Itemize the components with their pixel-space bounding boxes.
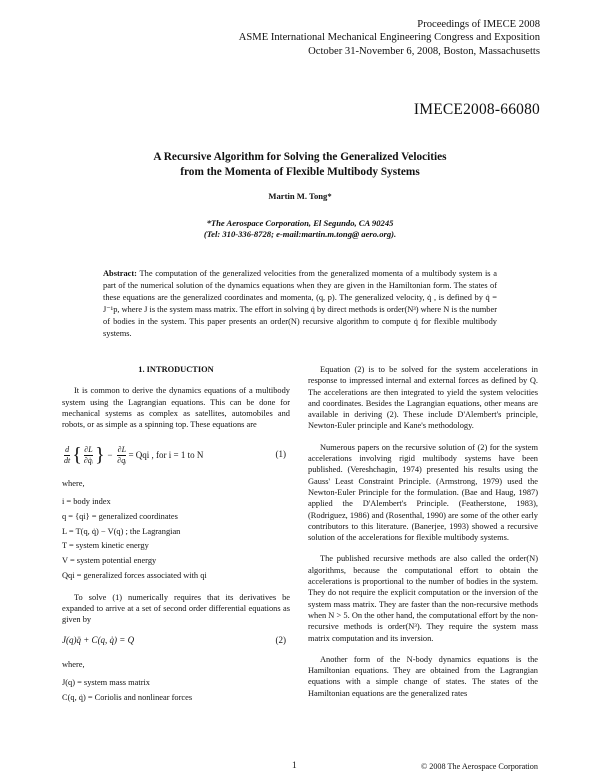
- intro-paragraph-1: It is common to derive the dynamics equations of a multibody system using the Lagrangian equations. This can be done for mechanical systems as complex as satellites, automobiles and robots, or as simple as a spinning top. These equations are: [62, 386, 290, 430]
- abstract-text: The computation of the generalized velocities from the generalized momenta of a multibody system is a part of the numerical solution of the dynamics equations when they are given in the Hamiltonian form. The states of these equations are the generalized coordinates and momenta, (q, p). The generalized velocity, q̇ , is defined by q̇ = J⁻¹p, where J is the system mass matrix. The effort in solving q̇ by direct methods is order(N³) where N is the number of bodies in the system. This paper presents an order(N) recursive algorithm to compute q̇ for flexible multibody systems.: [103, 269, 497, 338]
- title-line-2: from the Momenta of Flexible Multibody Systems: [180, 166, 420, 178]
- eq1-rhs: = Qqi , for i = 1 to N: [128, 449, 204, 460]
- conference-header: [239, 18, 540, 58]
- right-column: [308, 364, 538, 709]
- abstract-label: Abstract:: [103, 269, 137, 278]
- definition-item: Qqi = generalized forces associated with qi: [62, 571, 207, 581]
- affiliation: [60, 218, 540, 240]
- definitions-list: [62, 496, 290, 582]
- eq1-partial: $\frac{\partial L}{\text{∂qᵢ}}$: [117, 444, 127, 465]
- eq1-partial-dot: $\frac{\partial L}{\text{∂q̇ᵢ}}$: [83, 444, 94, 465]
- definitions-list-2: [62, 677, 290, 703]
- header-line-3: October 31-November 6, 2008, Boston, Massachusetts: [308, 45, 540, 57]
- eq2-body: J(q)q̈ + C(q, q̇) = Q: [62, 635, 135, 646]
- page-number: 1: [292, 761, 297, 771]
- definition-item: q = {qi} = generalized coordinates: [62, 511, 178, 521]
- eq1-d-dt: $\frac{d}{dt}$: [64, 444, 71, 465]
- eq1-number: (1): [275, 449, 286, 460]
- copyright: © 2008 The Aerospace Corporation: [420, 762, 538, 771]
- intro-paragraph-2: To solve (1) numerically requires that its derivatives be expanded to arrive at a set of second order differential equations as given by: [62, 592, 290, 625]
- where-label-2: where,: [62, 660, 85, 670]
- affiliation-line-2: (Tel: 310-336-8728; e-mail:martin.m.tong@ aero.org).: [203, 229, 397, 239]
- paper-title: [60, 150, 540, 180]
- definition-item: L = T(q, q̇) − V(q) ; the Lagrangian: [62, 526, 181, 536]
- body-paragraph-2: Numerous papers on the recursive solution of (2) for the system accelerations involving rigid multibody systems have been published. (Vereshchagin, 1974) presented his results using the Gauss' Least Constraint Principle. (Armstrong, 1979) used the Newton-Euler Principle for the formulation. (Bae and Haug, 1987) applied the D'Alembert's Principle. (Featherstone, 1983), (Rodriguez, 1986) and (Rosenthal, 1990) are some of the other early contributors to this literature. (Banerjee, 1993) showed a recursive solution of the accelerations for flexible multibody systems.: [308, 442, 538, 543]
- title-line-1: A Recursive Algorithm for Solving the Generalized Velocities: [153, 151, 447, 163]
- definition-item: C(q, q̇) = Coriolis and nonlinear forces: [62, 692, 193, 702]
- abstract: [103, 268, 497, 339]
- definition-item: i = body index: [62, 496, 111, 506]
- where-label-1: where,: [62, 479, 85, 489]
- definition-item: T = system kinetic energy: [62, 541, 149, 551]
- equation-2: [62, 635, 290, 649]
- left-column: [62, 364, 290, 713]
- definition-item: V = system potential energy: [62, 556, 157, 566]
- header-line-1: Proceedings of IMECE 2008: [417, 19, 540, 30]
- equation-1: $\frac{d}{dt}$ { $\frac{\partial L}{\text{∂q̇ᵢ}}$ } − $\frac{\partial L}{\text{∂qᵢ}}$ = Qqi , for i = 1 to N (1): [64, 444, 286, 467]
- body-paragraph-4: Another form of the N-body dynamics equations is the Hamiltonian equations. They are obtained from the Lagrangian equations with a simple change of states. The states of the Hamiltonian equations are the generalized rates: [308, 654, 538, 698]
- body-paragraph-1: Equation (2) is to be solved for the system accelerations in response to impressed internal and external forces as defined by Q. The accelerations are then integrated to yield the system velocities and coordinates. Besides the Lagrangian equations, other means are available in deriving (2). These include D'Alembert's principle, Newton-Euler principle and Kane's methodology.: [308, 365, 538, 431]
- section-title: 1. INTRODUCTION: [138, 365, 214, 374]
- paper-id: IMECE2008-66080: [413, 101, 540, 118]
- eq2-number: (2): [275, 635, 286, 646]
- definition-item: J(q) = system mass matrix: [62, 677, 150, 687]
- body-paragraph-3: The published recursive methods are also called the order(N) algorithms, because the computational effort to obtain the accelerations is proportional to the number of bodies in the system. They do not require the explicit computation or the inversion of the system mass matrix. They are faster than the non-recursive methods when N > 5. On the other hand, the computational effort by the non-recursive methods is order(N³). They require the system mass matrix computation and its inversion.: [308, 554, 538, 643]
- affiliation-line-1: *The Aerospace Corporation, El Segundo, CA 90245: [206, 218, 394, 228]
- header-line-2: ASME International Mechanical Engineering Congress and Exposition: [238, 32, 540, 44]
- author: Martin M. Tong*: [268, 191, 332, 201]
